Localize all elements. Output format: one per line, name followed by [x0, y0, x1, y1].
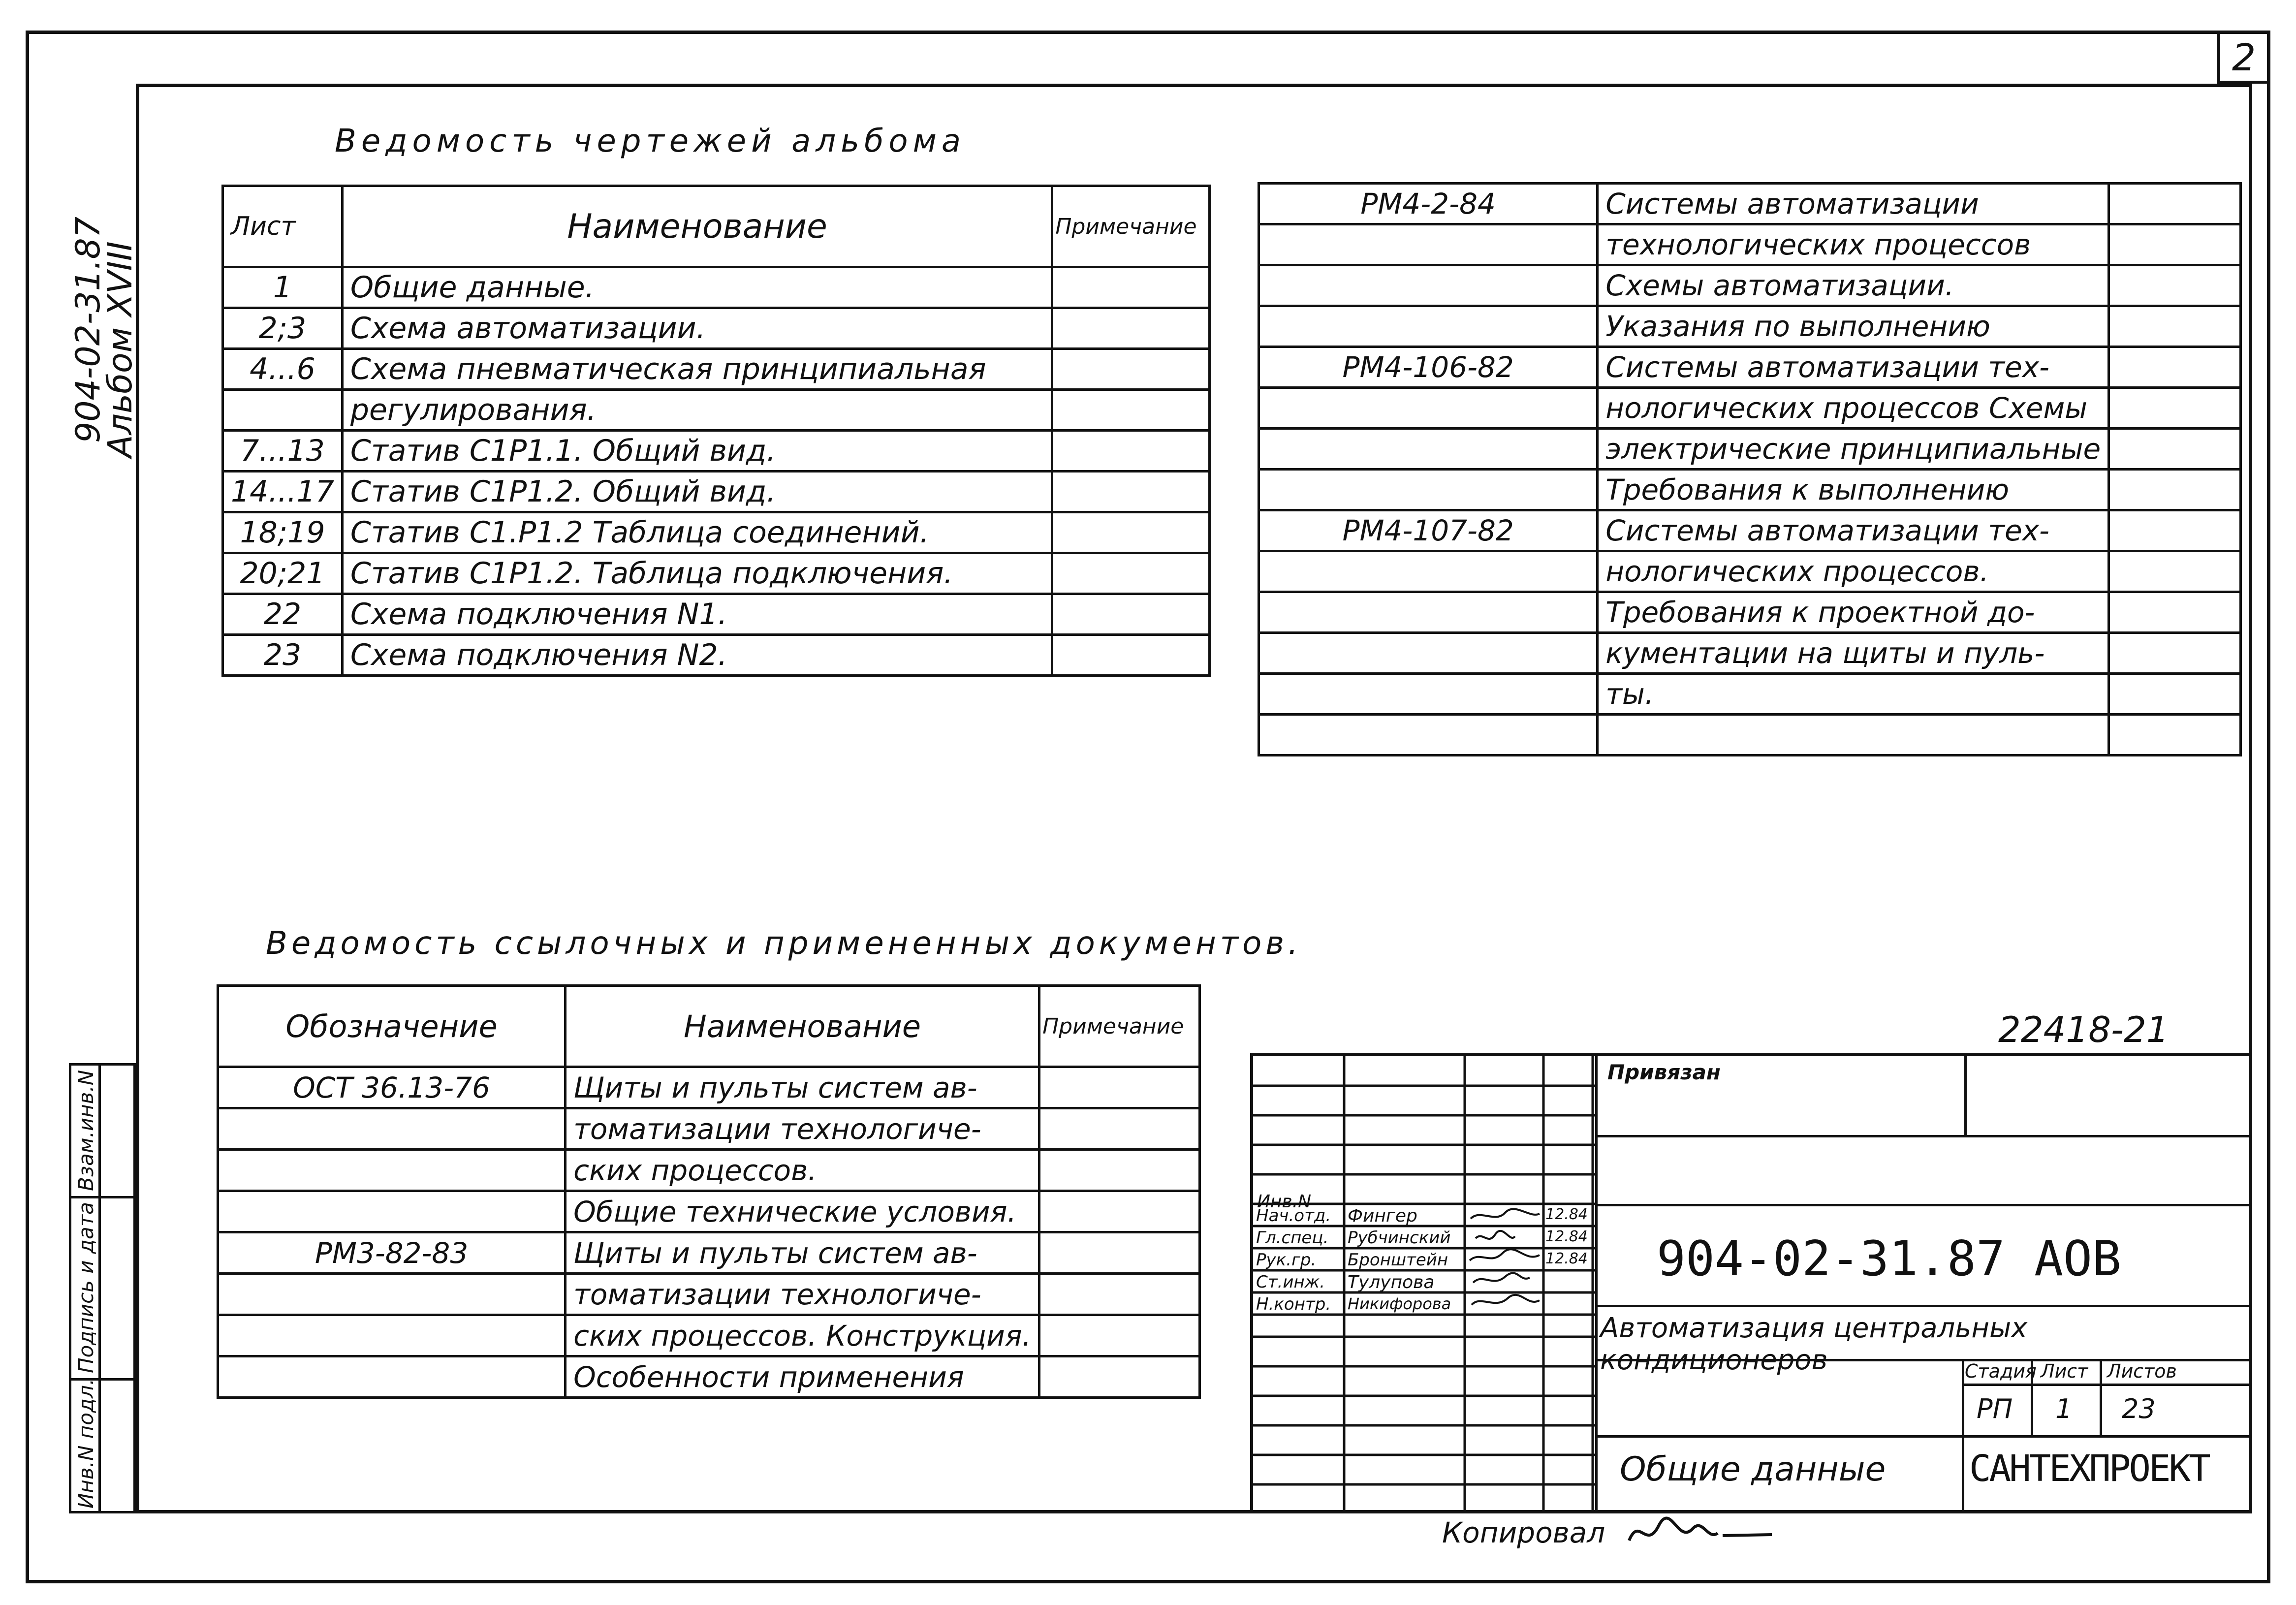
drawing-sheet: 23: [223, 635, 343, 676]
drawing-note: [1052, 431, 1210, 472]
stamp-vline-stage: [1962, 1359, 1964, 1511]
doc-name: Указания по выполнению: [1598, 306, 2109, 347]
signer-name: Бронштейн: [1348, 1250, 1448, 1270]
doc-code: РМ4-106-82: [1259, 347, 1598, 388]
linked-label: Привязан: [1607, 1060, 1721, 1084]
drawing-sheet: 18;19: [223, 512, 343, 553]
signer-name: Рубчинский: [1348, 1228, 1451, 1248]
ref-note: [1039, 1274, 1200, 1315]
doc-note: [2109, 470, 2241, 510]
drawing-note: [1052, 594, 1210, 635]
project-title: Автоматизация центральных кондиционеров: [1600, 1312, 2028, 1376]
copier-signature: [1624, 1506, 1782, 1560]
doc-note: [2109, 224, 2241, 265]
doc-name: [1598, 715, 2109, 755]
drawing-name: Статив С1.Р1.2 Таблица соединений.: [342, 512, 1052, 553]
doc-code: РМ4-107-82: [1259, 510, 1598, 551]
copied-by-label: Копировал: [1442, 1516, 1605, 1549]
ref-name: Щиты и пульты систем ав-: [566, 1232, 1039, 1274]
doc-note: [2109, 388, 2241, 429]
doc-name: Требования к проектной до-: [1598, 592, 2109, 633]
stamp-vline-linked: [1964, 1056, 1967, 1135]
strip-label-sign: Подпись и дата: [74, 1202, 98, 1373]
doc-note: [2109, 429, 2241, 470]
drawing-name: Статив С1Р1.2. Таблица подключения.: [342, 553, 1052, 594]
ref-name: Щиты и пульты систем ав-: [566, 1067, 1039, 1108]
drawing-note: [1052, 553, 1210, 594]
doc-name: Системы автоматизации тех-: [1598, 347, 2109, 388]
sheets-label: Листов: [2107, 1360, 2177, 1382]
ref-note: [1039, 1315, 1200, 1356]
signer-date: 12.84: [1545, 1228, 1588, 1245]
doc-note: [2109, 510, 2241, 551]
ref-code: [218, 1191, 566, 1232]
stamp-right-vline: [1595, 1056, 1598, 1511]
signer-role: Гл.спец.: [1256, 1228, 1329, 1248]
doc-note: [2109, 265, 2241, 306]
signer-role: Ст.инж.: [1256, 1272, 1325, 1292]
doc-code: [1259, 674, 1598, 715]
inventory-number: 22418-21: [1998, 1009, 2169, 1050]
ref-code: [218, 1150, 566, 1191]
sheet-number: 2: [2217, 31, 2270, 84]
signer-role: Н.контр.: [1256, 1294, 1331, 1314]
ref-name: томатизации технологиче-: [566, 1108, 1039, 1150]
drawing-sheet: 14...17: [223, 472, 343, 512]
stamp-hline-b: [1595, 1204, 2250, 1206]
ref-code: [218, 1274, 566, 1315]
stamp-hline-stage: [1962, 1384, 2250, 1386]
ref-note: [1039, 1191, 1200, 1232]
doc-name: электрические принципиальные: [1598, 429, 2109, 470]
doc-note: [2109, 633, 2241, 674]
doc-code: РМ4-2-84: [1259, 184, 1598, 224]
drawings-table: [221, 185, 1211, 677]
stage-value: РП: [1977, 1393, 2013, 1424]
doc-name: нологических процессов Схемы: [1598, 388, 2109, 429]
drawing-name: регулирования.: [342, 390, 1052, 431]
ref-code: РМ3-82-83: [218, 1232, 566, 1274]
title-block: [1250, 1053, 2252, 1513]
signer-role: Нач.отд.: [1256, 1206, 1331, 1226]
stamp-hline-e: [1595, 1435, 2250, 1438]
strip-label-inv: Инв.N подл.: [74, 1378, 98, 1509]
signatures-image: [1466, 1204, 1544, 1317]
drawing-sheet: 20;21: [223, 553, 343, 594]
drawing-note: [1052, 512, 1210, 553]
side-code-line1: 904-02-31.87: [69, 216, 108, 443]
doc-note: [2109, 551, 2241, 592]
drawing-sheet: 7...13: [223, 431, 343, 472]
doc-code: [1259, 265, 1598, 306]
signer-date: 12.84: [1545, 1250, 1588, 1267]
refs-list-title: Ведомость ссылочных и примененных документов.: [266, 925, 1302, 962]
doc-name: Системы автоматизации тех-: [1598, 510, 2109, 551]
drawing-sheet: 4...6: [223, 349, 343, 390]
ref-name: томатизации технологиче-: [566, 1274, 1039, 1315]
ref-note: [1039, 1232, 1200, 1274]
doc-name: Схемы автоматизации.: [1598, 265, 2109, 306]
signer-name: Фингер: [1348, 1206, 1417, 1226]
doc-name: ты.: [1598, 674, 2109, 715]
doc-code: [1259, 429, 1598, 470]
drawing-name: Схема подключения N1.: [342, 594, 1052, 635]
right-docs-table: [1258, 182, 2242, 756]
refs-header-name: Наименование: [566, 986, 1039, 1067]
drawing-note: [1052, 267, 1210, 308]
sheet-title: Общие данные: [1620, 1450, 1886, 1489]
ref-name: ских процессов. Конструкция.: [566, 1315, 1039, 1356]
stamp-hline-c: [1595, 1305, 2250, 1307]
drawing-note: [1052, 635, 1210, 676]
drawing-name: Схема подключения N2.: [342, 635, 1052, 676]
doc-name: кументации на щиты и пуль-: [1598, 633, 2109, 674]
doc-code: [1259, 306, 1598, 347]
drawing-name: Статив С1Р1.1. Общий вид.: [342, 431, 1052, 472]
doc-code: [1259, 715, 1598, 755]
strip-label-replace: Взам.инв.N: [74, 1070, 98, 1191]
doc-name: технологических процессов: [1598, 224, 2109, 265]
ref-note: [1039, 1356, 1200, 1398]
stamp-hline-a: [1595, 1135, 2250, 1137]
drawing-name: Схема пневматическая принципиальная: [342, 349, 1052, 390]
doc-name: Системы автоматизации: [1598, 184, 2109, 224]
ref-note: [1039, 1108, 1200, 1150]
drawing-note: [1052, 390, 1210, 431]
doc-code: [1259, 633, 1598, 674]
refs-header-note: Примечание: [1039, 986, 1200, 1067]
drawing-sheet: 22: [223, 594, 343, 635]
ref-note: [1039, 1150, 1200, 1191]
inv-n-label: Инв.N: [1257, 1192, 1312, 1212]
left-strip-divider: [98, 1063, 101, 1513]
doc-code: [1259, 224, 1598, 265]
left-strip-hline1: [69, 1196, 136, 1198]
doc-note: [2109, 184, 2241, 224]
side-code-line2: Альбом XVIII: [101, 241, 140, 458]
doc-name: Требования к выполнению: [1598, 470, 2109, 510]
signer-name: Тулупова: [1348, 1272, 1435, 1292]
stage-label: Стадия: [1965, 1360, 2037, 1382]
drawing-sheet: 1: [223, 267, 343, 308]
doc-code: [1259, 470, 1598, 510]
doc-note: [2109, 715, 2241, 755]
document-code: 904-02-31.87 АОВ: [1657, 1231, 2122, 1287]
drawing-note: [1052, 472, 1210, 512]
refs-header-code: Обозначение: [218, 986, 566, 1067]
sheets-value: 23: [2122, 1393, 2156, 1424]
ref-name: Особенности применения: [566, 1356, 1039, 1398]
signer-role: Рук.гр.: [1256, 1250, 1317, 1270]
ref-code: [218, 1315, 566, 1356]
drawing-sheet: 2;3: [223, 308, 343, 349]
refs-table: [217, 984, 1201, 1399]
doc-note: [2109, 674, 2241, 715]
organization: САНТЕХПРОЕКТ: [1969, 1448, 2209, 1490]
ref-name: Общие технические условия.: [566, 1191, 1039, 1232]
ref-note: [1039, 1067, 1200, 1108]
doc-code: [1259, 388, 1598, 429]
doc-note: [2109, 347, 2241, 388]
header-note: Примечание: [1052, 186, 1210, 267]
header-name: Наименование: [342, 186, 1052, 267]
drawing-sheet: [223, 390, 343, 431]
drawing-name: Схема автоматизации.: [342, 308, 1052, 349]
doc-note: [2109, 306, 2241, 347]
signer-date: 12.84: [1545, 1206, 1588, 1223]
doc-note: [2109, 592, 2241, 633]
drawing-name: Общие данные.: [342, 267, 1052, 308]
header-sheet: Лист: [223, 186, 343, 267]
sheet-value: 1: [2055, 1393, 2073, 1424]
doc-name: нологических процессов.: [1598, 551, 2109, 592]
drawing-note: [1052, 308, 1210, 349]
drawing-name: Статив С1Р1.2. Общий вид.: [342, 472, 1052, 512]
ref-name: ских процессов.: [566, 1150, 1039, 1191]
ref-code: [218, 1108, 566, 1150]
ref-code: ОСТ 36.13-76: [218, 1067, 566, 1108]
doc-code: [1259, 551, 1598, 592]
signer-name: Никифорова: [1348, 1294, 1451, 1313]
doc-code: [1259, 592, 1598, 633]
ref-code: [218, 1356, 566, 1398]
drawing-note: [1052, 349, 1210, 390]
drawings-list-title: Ведомость чертежей альбома: [335, 123, 966, 159]
sheet-label: Лист: [2041, 1360, 2088, 1382]
